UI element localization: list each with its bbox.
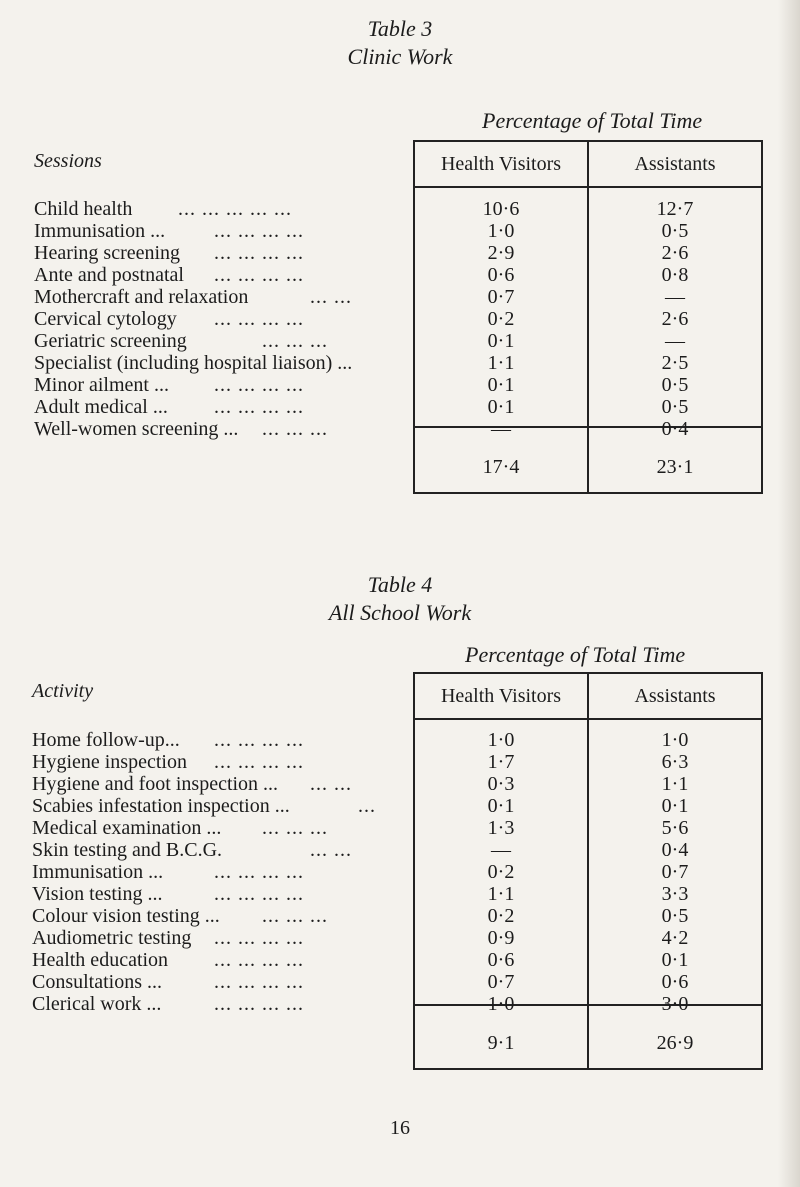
row-label: Clerical work ... (32, 993, 162, 1015)
leader-dots: ... (358, 795, 376, 817)
page-edge-shadow (778, 0, 800, 1187)
health-visitors-value: — (491, 418, 511, 440)
leader-dots: ... ... ... ... (214, 220, 304, 242)
health-visitors-value: 0·1 (487, 795, 515, 817)
health-visitors-value: 0·2 (487, 308, 515, 330)
assistants-value: 3·3 (661, 883, 689, 905)
row-label: Audiometric testing (32, 927, 192, 949)
health-visitors-value: 0·7 (487, 971, 515, 993)
leader-dots: ... ... ... ... (214, 949, 304, 971)
row-label: Specialist (including hospital liaison) ... (34, 352, 353, 374)
health-visitors-value: 1·0 (487, 220, 515, 242)
health-visitors-value: 1·3 (487, 817, 515, 839)
assistants-value: 0·1 (661, 795, 689, 817)
health-visitors-value: 0·1 (487, 396, 515, 418)
health-visitors-value: 10·6 (482, 198, 520, 220)
assistants-value: 0·1 (661, 949, 689, 971)
table3-row-header: Sessions (34, 150, 102, 172)
leader-dots: ... ... ... ... (214, 242, 304, 264)
leader-dots: ... ... ... (262, 817, 328, 839)
leader-dots: ... ... ... ... (214, 729, 304, 751)
leader-dots: ... ... ... (262, 905, 328, 927)
assistants-value: 0·5 (661, 396, 689, 418)
row-label: Hygiene inspection (32, 751, 187, 773)
health-visitors-value: 2·9 (487, 242, 515, 264)
assistants-value: 12·7 (656, 198, 694, 220)
table3-caption: Percentage of Total Time (482, 108, 703, 133)
health-visitors-value: 0·1 (487, 374, 515, 396)
leader-dots: ... ... ... ... (214, 396, 304, 418)
assistants-value: 0·5 (661, 374, 689, 396)
leader-dots: ... ... (310, 286, 352, 308)
leader-dots: ... ... (310, 839, 352, 861)
assistants-value: 0·4 (661, 839, 689, 861)
health-visitors-value: 1·1 (487, 883, 515, 905)
table4-header-rule (415, 718, 761, 720)
table3-col-header-assistants: Assistants (634, 153, 716, 175)
health-visitors-value: 0·7 (487, 286, 515, 308)
leader-dots: ... ... ... ... (214, 993, 304, 1015)
leader-dots: ... ... (310, 773, 352, 795)
health-visitors-value: 0·9 (487, 927, 515, 949)
health-visitors-value: 1·7 (487, 751, 515, 773)
table4-subtitle: All School Work (328, 600, 472, 625)
health-visitors-value: 0·2 (487, 905, 515, 927)
assistants-value: 5·6 (661, 817, 689, 839)
leader-dots: ... ... ... ... (214, 374, 304, 396)
table3-total-assistants: 23·1 (656, 456, 694, 478)
table4-total-assistants: 26·9 (656, 1032, 694, 1054)
assistants-value: 0·7 (661, 861, 689, 883)
row-label: Skin testing and B.C.G. (32, 839, 223, 861)
leader-dots: ... ... ... ... ... (178, 198, 292, 220)
row-label: Mothercraft and relaxation (34, 286, 249, 308)
table4-col-header-health-visitors: Health Visitors (440, 685, 562, 707)
assistants-value: — (665, 330, 685, 352)
row-label: Ante and postnatal (34, 264, 184, 286)
leader-dots: ... ... ... ... (214, 927, 304, 949)
assistants-value: 1·1 (661, 773, 689, 795)
assistants-value: 0·5 (661, 220, 689, 242)
row-label: Well-women screening ... (34, 418, 239, 440)
health-visitors-value: 1·1 (487, 352, 515, 374)
leader-dots: ... ... ... (262, 418, 328, 440)
assistants-value: 0·4 (661, 418, 689, 440)
leader-dots: ... ... ... ... (214, 883, 304, 905)
assistants-value: 0·5 (661, 905, 689, 927)
row-label: Immunisation ... (34, 220, 166, 242)
row-label: Minor ailment ... (34, 374, 169, 396)
row-label: Medical examination ... (32, 817, 222, 839)
table4-caption: Percentage of Total Time (465, 642, 686, 667)
row-label: Child health (34, 198, 133, 220)
assistants-value: — (665, 286, 685, 308)
row-label: Vision testing ... (32, 883, 163, 905)
health-visitors-value: 0·2 (487, 861, 515, 883)
table4-title: Table 4 (367, 572, 433, 597)
assistants-value: 6·3 (661, 751, 689, 773)
page-number: 16 (390, 1117, 410, 1139)
assistants-value: 2·6 (661, 308, 689, 330)
leader-dots: ... ... ... ... (214, 861, 304, 883)
assistants-value: 1·0 (661, 729, 689, 751)
leader-dots: ... ... ... ... (214, 971, 304, 993)
health-visitors-value: 0·6 (487, 264, 515, 286)
health-visitors-value: — (491, 839, 511, 861)
row-label: Scabies infestation inspection ... (32, 795, 290, 817)
table3-subtitle: Clinic Work (347, 44, 453, 69)
table3-total-health-visitors: 17·4 (482, 456, 520, 478)
table3-header-rule (415, 186, 761, 188)
row-label: Home follow-up... (32, 729, 180, 751)
assistants-value: 0·8 (661, 264, 689, 286)
health-visitors-value: 0·1 (487, 330, 515, 352)
leader-dots: ... ... ... ... (214, 308, 304, 330)
assistants-value: 2·6 (661, 242, 689, 264)
row-label: Colour vision testing ... (32, 905, 220, 927)
health-visitors-value: 1·0 (487, 993, 515, 1015)
assistants-value: 4·2 (661, 927, 689, 949)
table3-title: Table 3 (367, 16, 433, 41)
row-label: Adult medical ... (34, 396, 168, 418)
leader-dots: ... ... ... (262, 330, 328, 352)
row-label: Health education (32, 949, 169, 971)
assistants-value: 3·0 (661, 993, 689, 1015)
health-visitors-value: 1·0 (487, 729, 515, 751)
table4-total-health-visitors: 9·1 (487, 1032, 515, 1054)
row-label: Consultations ... (32, 971, 163, 993)
row-label: Immunisation ... (32, 861, 164, 883)
table4-row-header: Activity (32, 680, 94, 702)
leader-dots: ... ... ... ... (214, 264, 304, 286)
assistants-value: 0·6 (661, 971, 689, 993)
health-visitors-value: 0·6 (487, 949, 515, 971)
row-label: Hearing screening (34, 242, 181, 264)
leader-dots: ... ... ... ... (214, 751, 304, 773)
health-visitors-value: 0·3 (487, 773, 515, 795)
assistants-value: 2·5 (661, 352, 689, 374)
row-label: Cervical cytology (34, 308, 177, 330)
row-label: Hygiene and foot inspection ... (32, 773, 279, 795)
table4-col-header-assistants: Assistants (634, 685, 716, 707)
row-label: Geriatric screening (34, 330, 187, 352)
table3-col-header-health-visitors: Health Visitors (440, 153, 562, 175)
